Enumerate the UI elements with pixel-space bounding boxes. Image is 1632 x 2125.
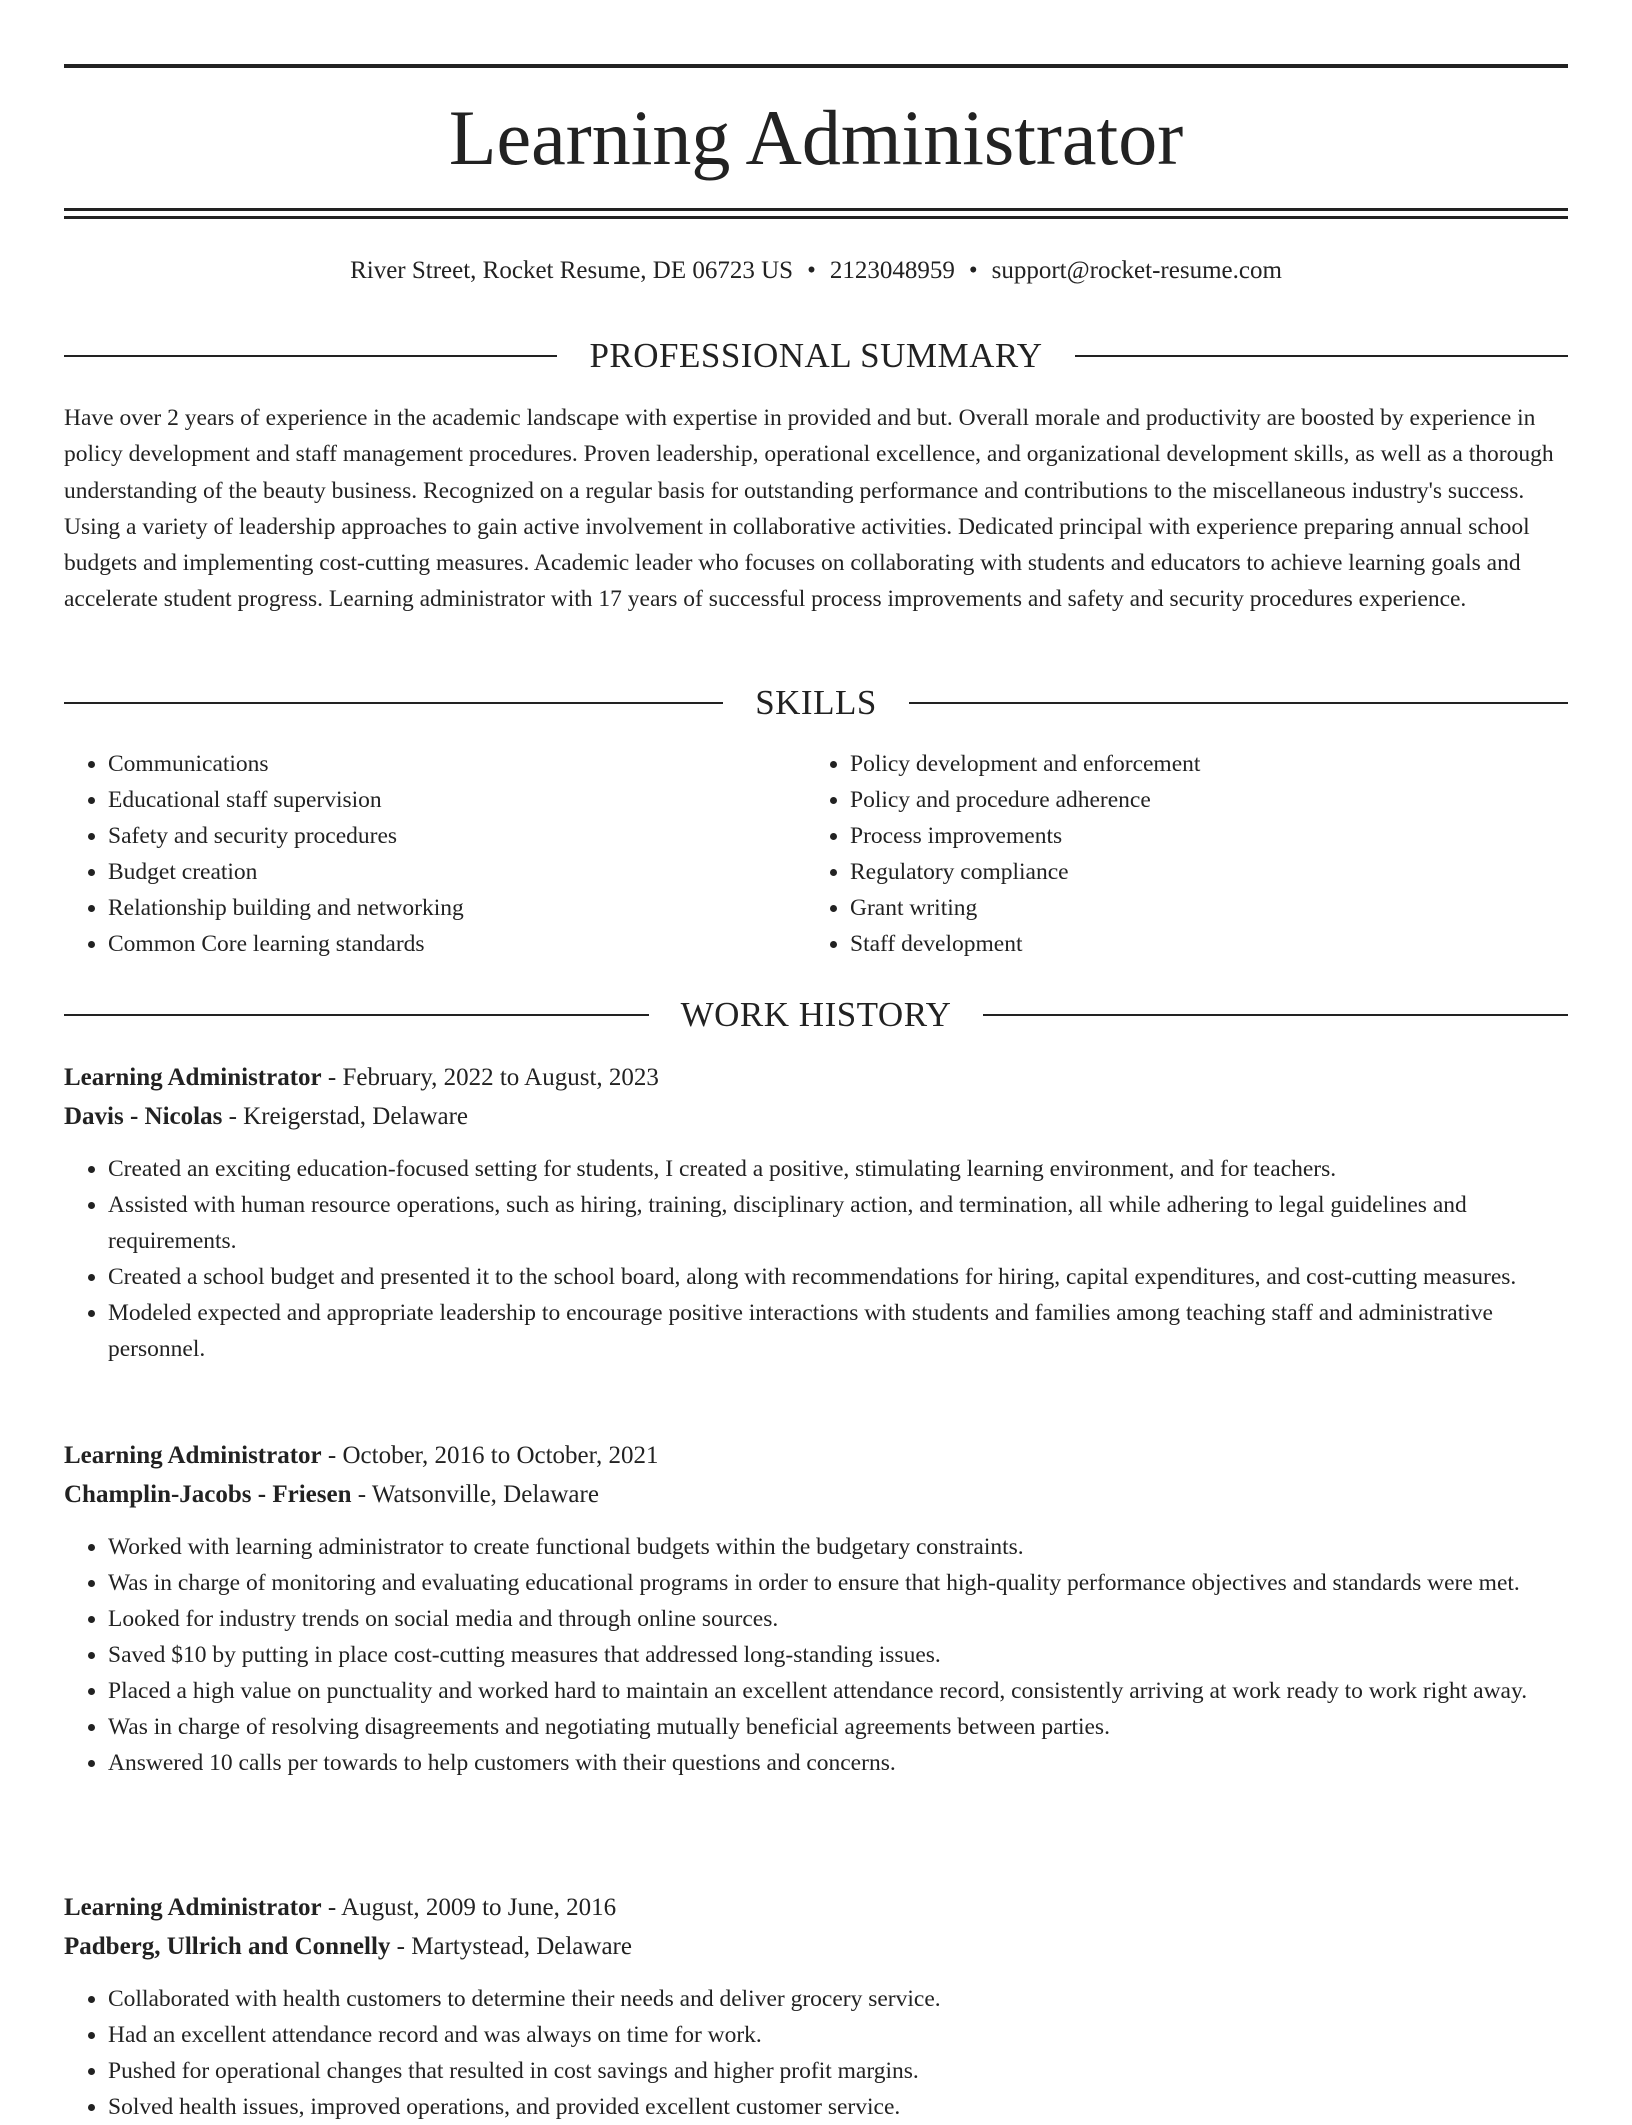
job-title: Learning Administrator: [64, 1442, 322, 1469]
contact-phone: 2123048959: [829, 257, 955, 284]
contact-address: River Street, Rocket Resume, DE 06723 US: [350, 257, 794, 284]
contact-separator: •: [807, 257, 816, 284]
job-bullet: • Saved $10 by putting in place cost-cutting measures that addressed long-standing issues.: [108, 1637, 1568, 1673]
work-title: WORK HISTORY: [680, 995, 952, 1034]
job-bullet: • Pushed for operational changes that resulted in cost savings and higher profit margins.: [108, 2053, 1568, 2089]
job-company: Champlin-Jacobs - Friesen: [64, 1481, 352, 1508]
skill-item: • Grant writing: [850, 890, 1548, 926]
job-bullet: • Solved health issues, improved operations, and provided excellent customer service.: [108, 2089, 1568, 2125]
job-dates: - August, 2009 to June, 2016: [321, 1894, 617, 1921]
job-title-line: [64, 1437, 1568, 1475]
summary-title: PROFESSIONAL SUMMARY: [589, 336, 1043, 375]
skill-item: • Policy and procedure adherence: [850, 782, 1548, 818]
heading-rule-right: [1075, 355, 1568, 357]
job-title: Learning Administrator: [64, 1894, 322, 1921]
skill-item: • Common Core learning standards: [108, 926, 806, 962]
summary-heading: [64, 336, 1568, 376]
job-title: Learning Administrator: [64, 1064, 322, 1091]
job-bullet: • Was in charge of monitoring and evaluating educational programs in order to ensure that high-quality performance objectives and standards were met.: [108, 1565, 1568, 1601]
job-dates: - February, 2022 to August, 2023: [321, 1064, 659, 1091]
job-bullet: • Assisted with human resource operations, such as hiring, training, disciplinary action, and termination, all while adhering to legal guidelines and requirements.: [108, 1187, 1568, 1259]
job-bullet: • Was in charge of resolving disagreements and negotiating mutually beneficial agreements between parties.: [108, 1709, 1568, 1745]
contact-separator: •: [968, 257, 978, 284]
job-company-line: [64, 1476, 1568, 1514]
skill-item: • Staff development: [850, 926, 1548, 962]
job-bullet: • Modeled expected and appropriate leadership to encourage positive interactions with students and families among teaching staff and administrative personnel.: [108, 1295, 1568, 1367]
header-rule-lower: [64, 216, 1568, 219]
job-entry: [64, 1059, 1568, 1367]
work-heading: [64, 995, 1568, 1035]
job-location: - Watsonville, Delaware: [351, 1481, 599, 1508]
job-bullets: [64, 1151, 1568, 1367]
job-company: Davis - Nicolas: [64, 1103, 223, 1130]
job-bullet: • Collaborated with health customers to determine their needs and deliver grocery service.: [108, 1981, 1568, 2017]
job-dates: - October, 2016 to October, 2021: [321, 1442, 659, 1469]
skills-column-left: [64, 746, 806, 962]
skills-column-right: [806, 746, 1548, 962]
job-bullets: [64, 1981, 1568, 2125]
skill-item: • Safety and security procedures: [108, 818, 806, 854]
skills-list: [64, 746, 1568, 962]
job-location: - Kreigerstad, Delaware: [222, 1103, 469, 1130]
job-bullet: • Looked for industry trends on social media and through online sources.: [108, 1601, 1568, 1637]
skill-item: • Relationship building and networking: [108, 890, 806, 926]
top-rule: [64, 64, 1568, 68]
skills-title: SKILLS: [755, 683, 877, 722]
heading-rule-right: [983, 1014, 1568, 1016]
heading-rule-left: [64, 355, 557, 357]
job-entry: [64, 1437, 1568, 1781]
header-rule-upper: [64, 208, 1568, 211]
job-location: - Martystead, Delaware: [390, 1933, 632, 1960]
job-title-line: [64, 1059, 1568, 1097]
resume-name: Learning Administrator: [448, 94, 1184, 181]
job-entry: [64, 1889, 1568, 2125]
job-title-line: [64, 1889, 1568, 1927]
skills-heading: [64, 683, 1568, 723]
skill-item: • Communications: [108, 746, 806, 782]
job-bullet: • Worked with learning administrator to create functional budgets within the budgetary constraints.: [108, 1529, 1568, 1565]
skill-item: • Policy development and enforcement: [850, 746, 1548, 782]
skill-item: • Budget creation: [108, 854, 806, 890]
summary-text: Have over 2 years of experience in the academic landscape with expertise in provided and but. Overall morale and productivity are boosted by experience in policy development and staff management procedures. Proven leadership, operational excellence, and organizational development skills, as well as a thorough understanding of the beauty business. Recognized on a regular basis for outstanding performance and contributions to the miscellaneous industry's success. Using a variety of leadership approaches to gain active involvement in collaborative activities. Dedicated principal with experience preparing annual school budgets and implementing cost-cutting measures. Academic leader who focuses on collaborating with students and educators to achieve learning goals and accelerate student progress. Learning administrator with 17 years of successful process improvements and safety and security procedures experience.: [64, 405, 1554, 613]
job-bullet: • Created an exciting education-focused setting for students, I created a positive, stimulating learning environment, and for teachers.: [108, 1151, 1568, 1187]
job-bullet: • Created a school budget and presented it to the school board, along with recommendations for hiring, capital expenditures, and cost-cutting measures.: [108, 1259, 1568, 1295]
skill-item: • Regulatory compliance: [850, 854, 1548, 890]
contact-line: [64, 254, 1568, 288]
heading-rule-left: [64, 702, 723, 704]
heading-rule-left: [64, 1014, 649, 1016]
job-company: Padberg, Ullrich and Connelly: [64, 1933, 391, 1960]
job-bullet: • Answered 10 calls per towards to help customers with their questions and concerns.: [108, 1745, 1568, 1781]
job-company-line: [64, 1098, 1568, 1136]
contact-email: support@rocket-resume.com: [991, 257, 1282, 284]
skill-item: • Process improvements: [850, 818, 1548, 854]
job-bullet: • Had an excellent attendance record and was always on time for work.: [108, 2017, 1568, 2053]
heading-rule-right: [909, 702, 1568, 704]
job-company-line: [64, 1928, 1568, 1966]
job-bullet: • Placed a high value on punctuality and worked hard to maintain an excellent attendance record, consistently arriving at work ready to work right away.: [108, 1673, 1568, 1709]
skill-item: • Educational staff supervision: [108, 782, 806, 818]
job-bullets: [64, 1529, 1568, 1781]
